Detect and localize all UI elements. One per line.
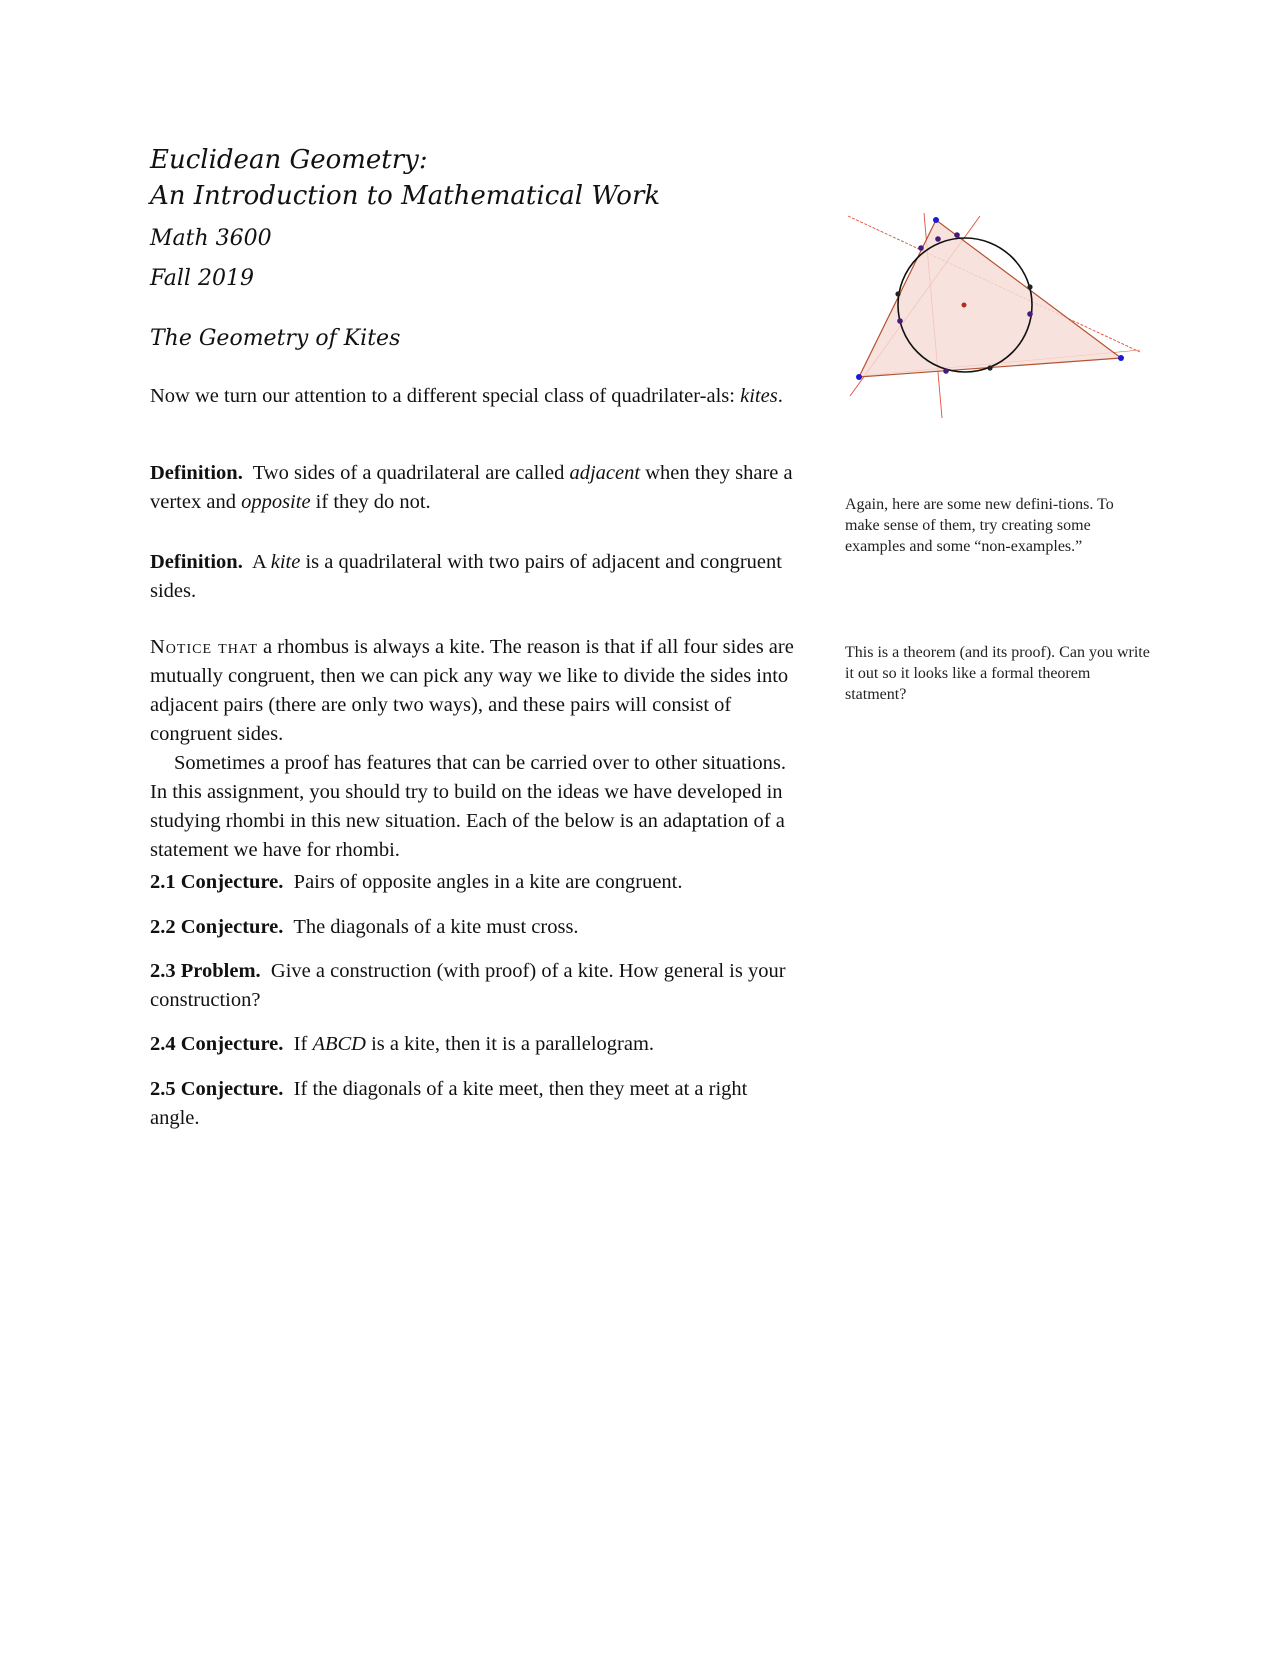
definition-kite	[150, 548, 800, 606]
intro-text: Now we turn our attention to a different special class of quadrilater-als:	[150, 385, 741, 407]
item-label: 2.1 Conjecture.	[150, 871, 284, 893]
vertex-point	[856, 374, 862, 380]
tangent-point	[1027, 311, 1033, 317]
margin-note-theorem: This is a theorem (and its proof). Can you write it out so it looks like a formal theorem statment?	[845, 644, 1150, 703]
tangent-point	[897, 318, 903, 324]
tangent-point	[954, 232, 960, 238]
circle-point	[895, 291, 900, 296]
adjacent-term: adjacent	[569, 462, 641, 484]
term: Fall 2019	[150, 266, 254, 291]
item-text: The diagonals of a kite must cross.	[293, 916, 579, 938]
title-line-2: An Introduction to Mathematical Work	[150, 181, 661, 211]
title-line-1: Euclidean Geometry:	[150, 145, 428, 175]
item-label: 2.4 Conjecture.	[150, 1033, 284, 1055]
intro-end: .	[777, 385, 783, 407]
item-label: 2.5 Conjecture.	[150, 1078, 284, 1100]
notice-text: a rhombus is always a kite. The reason is that if all four sides are mutually congruent, then we can pick any way we like to divide the sides into adjacent pairs (there are only two ways), and these pairs will consist of congruent sides.	[150, 636, 794, 745]
item-label: 2.3 Problem.	[150, 960, 261, 982]
margin-note-definitions: Again, here are some new defini-tions. To make sense of them, try creating some examples and some “non-examples.”	[845, 496, 1114, 555]
definition-label: Definition.	[150, 462, 243, 484]
title-block	[150, 142, 790, 214]
item-text: Give a construction (with proof) of a kite. How general is your construction?	[150, 960, 786, 1011]
circle-point	[987, 365, 992, 370]
definition-text: when they share a vertex and	[150, 462, 793, 513]
opposite-term: opposite	[241, 491, 311, 513]
item-math: ABCD	[312, 1033, 366, 1055]
tangent-point	[918, 245, 924, 251]
tangent-point	[935, 236, 941, 242]
item-2-1	[150, 868, 800, 897]
item-text: If	[293, 1033, 313, 1055]
definition-label: Definition.	[150, 551, 243, 573]
item-2-5	[150, 1075, 800, 1133]
item-text: Pairs of opposite angles in a kite are congruent.	[293, 871, 683, 893]
notice-lead: Notice that	[150, 636, 258, 658]
intro-paragraph	[150, 382, 800, 411]
theorem-paragraph	[150, 633, 800, 865]
kites-term: kites	[740, 385, 778, 407]
incircle-figure	[840, 208, 1150, 422]
definition-text: if they do not.	[310, 491, 431, 513]
definition-text: Two sides of a quadrilateral are called	[252, 462, 570, 484]
course-number: Math 3600	[150, 226, 272, 251]
item-2-3	[150, 957, 800, 1015]
vertex-point	[933, 217, 939, 223]
tangent-point	[943, 368, 949, 374]
definition-text: is a quadrilateral with two pairs of adjacent and congruent sides.	[150, 551, 782, 602]
incenter-point	[962, 303, 967, 308]
definition-text: A	[251, 551, 271, 573]
item-label: 2.2 Conjecture.	[150, 916, 284, 938]
item-text: If the diagonals of a kite meet, then they meet at a right angle.	[150, 1078, 748, 1129]
circle-point	[1027, 284, 1032, 289]
definition-adjacent-opposite	[150, 459, 800, 517]
section-title: The Geometry of Kites	[150, 326, 401, 351]
vertex-point	[1118, 355, 1124, 361]
item-text: is a kite, then it is a parallelogram.	[365, 1033, 655, 1055]
item-2-4	[150, 1030, 800, 1059]
kite-term: kite	[270, 551, 301, 573]
item-2-2	[150, 913, 800, 942]
sometimes-paragraph: Sometimes a proof has features that can be carried over to other situations. In this assignment, you should try to build on the ideas we have developed in studying rhombi in this new situation. Each of the below is an adaptation of a statement we have for rhombi.	[150, 752, 786, 861]
